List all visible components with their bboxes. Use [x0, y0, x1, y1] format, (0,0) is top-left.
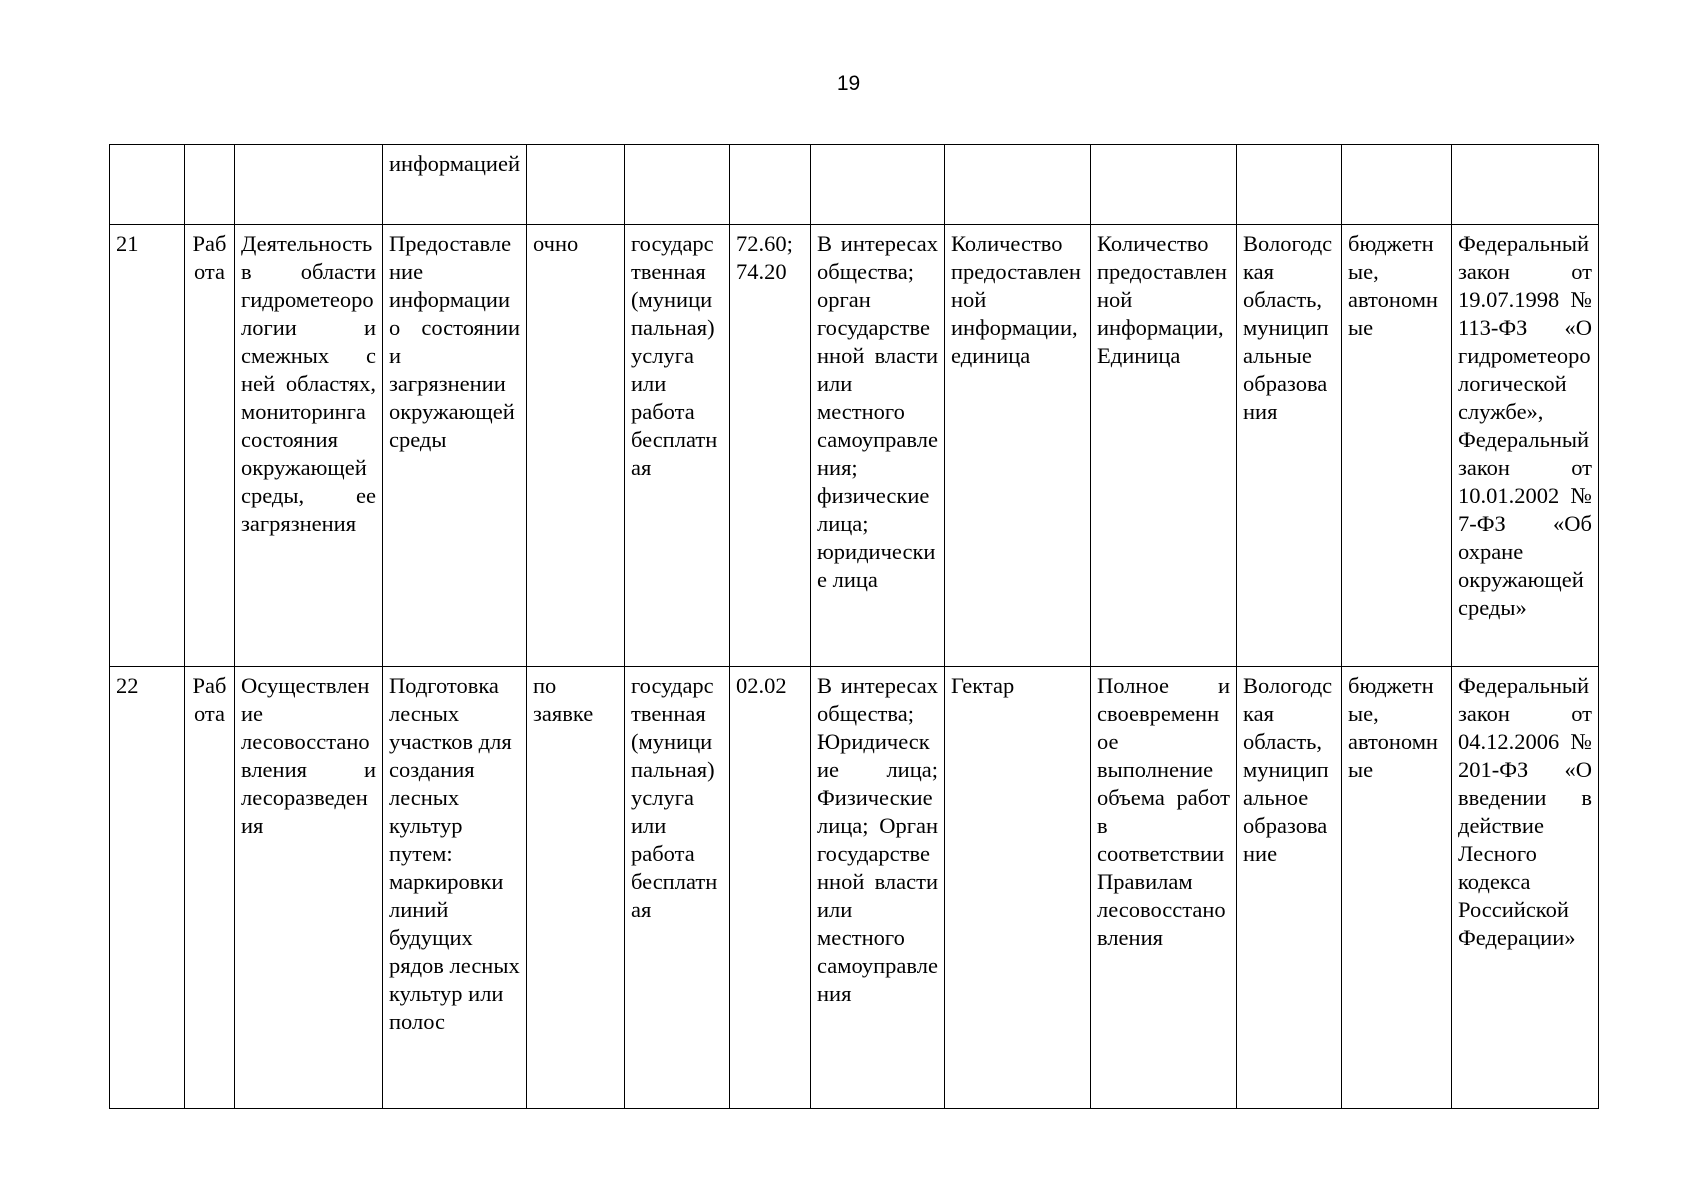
cell-law: Федеральный закон от 04.12.2006 № 201-ФЗ «О введении в действие Лесного кодекса Российской Федерации» [1452, 667, 1599, 1109]
cell-activity: Осуществление лесовосстановления и лесоразведения [235, 667, 383, 1109]
cell-law [1452, 145, 1599, 225]
cell-volume: Количество предоставленной информации, единица [945, 225, 1091, 667]
cell-num: 21 [110, 225, 185, 667]
cell-consumers: В интересах общества; Юридические лица; Физические лица; Орган государственной власти или местного самоуправления [811, 667, 945, 1109]
cell-num: 22 [110, 667, 185, 1109]
cell-region: Вологодская область, муниципальные образования [1237, 225, 1342, 667]
cell-volume: Гектар [945, 667, 1091, 1109]
cell-law: Федеральный закон от 19.07.1998 № 113-ФЗ «О гидрометеорологической службе», Федеральный закон от 10.01.2002 № 7-ФЗ «Об охране окружающей среды» [1452, 225, 1599, 667]
cell-institutions: бюджетные, автономные [1342, 667, 1452, 1109]
cell-quality: Количество предоставленной информации, Единица [1091, 225, 1237, 667]
table-row [110, 225, 1599, 667]
cell-quality: Полное и своевременное выполнение объема работ в соответствии Правилам лесовосстановления [1091, 667, 1237, 1109]
cell-content: Предоставление информации о состоянии и загрязнении окружающей среды [383, 225, 527, 667]
cell-activity: Деятельность в области гидрометеорологии и смежных с ней областях, мониторинга состояния окружающей среды, ее загрязнения [235, 225, 383, 667]
cell-quality [1091, 145, 1237, 225]
cell-okved: 02.02 [730, 667, 811, 1109]
cell-form: очно [527, 225, 625, 667]
cell-kind: государственная (муниципальная) услуга или работа бесплатная [625, 667, 730, 1109]
cell-institutions [1342, 145, 1452, 225]
cell-num [110, 145, 185, 225]
page-number: 19 [836, 72, 861, 95]
cell-type: Работа [185, 225, 235, 667]
cell-consumers: В интересах общества; орган государственной власти или местного самоуправления; физические лица; юридические лица [811, 225, 945, 667]
table-row-continuation [110, 145, 1599, 225]
cell-region [1237, 145, 1342, 225]
table-row [110, 667, 1599, 1109]
cell-consumers [811, 145, 945, 225]
cell-type [185, 145, 235, 225]
cell-okved [730, 145, 811, 225]
cell-form [527, 145, 625, 225]
cell-kind: государственная (муниципальная) услуга или работа бесплатная [625, 225, 730, 667]
cell-region: Вологодская область, муниципальное образование [1237, 667, 1342, 1109]
cell-kind [625, 145, 730, 225]
cell-institutions: бюджетные, автономные [1342, 225, 1452, 667]
services-table [109, 144, 1599, 1109]
cell-type: Работа [185, 667, 235, 1109]
cell-content: Подготовка лесных участков для создания лесных культур путем: маркировки линий будущих рядов лесных культур или полос [383, 667, 527, 1109]
cell-okved: 72.60; 74.20 [730, 225, 811, 667]
cell-content: информацией [383, 145, 527, 225]
cell-volume [945, 145, 1091, 225]
cell-activity [235, 145, 383, 225]
cell-form: по заявке [527, 667, 625, 1109]
